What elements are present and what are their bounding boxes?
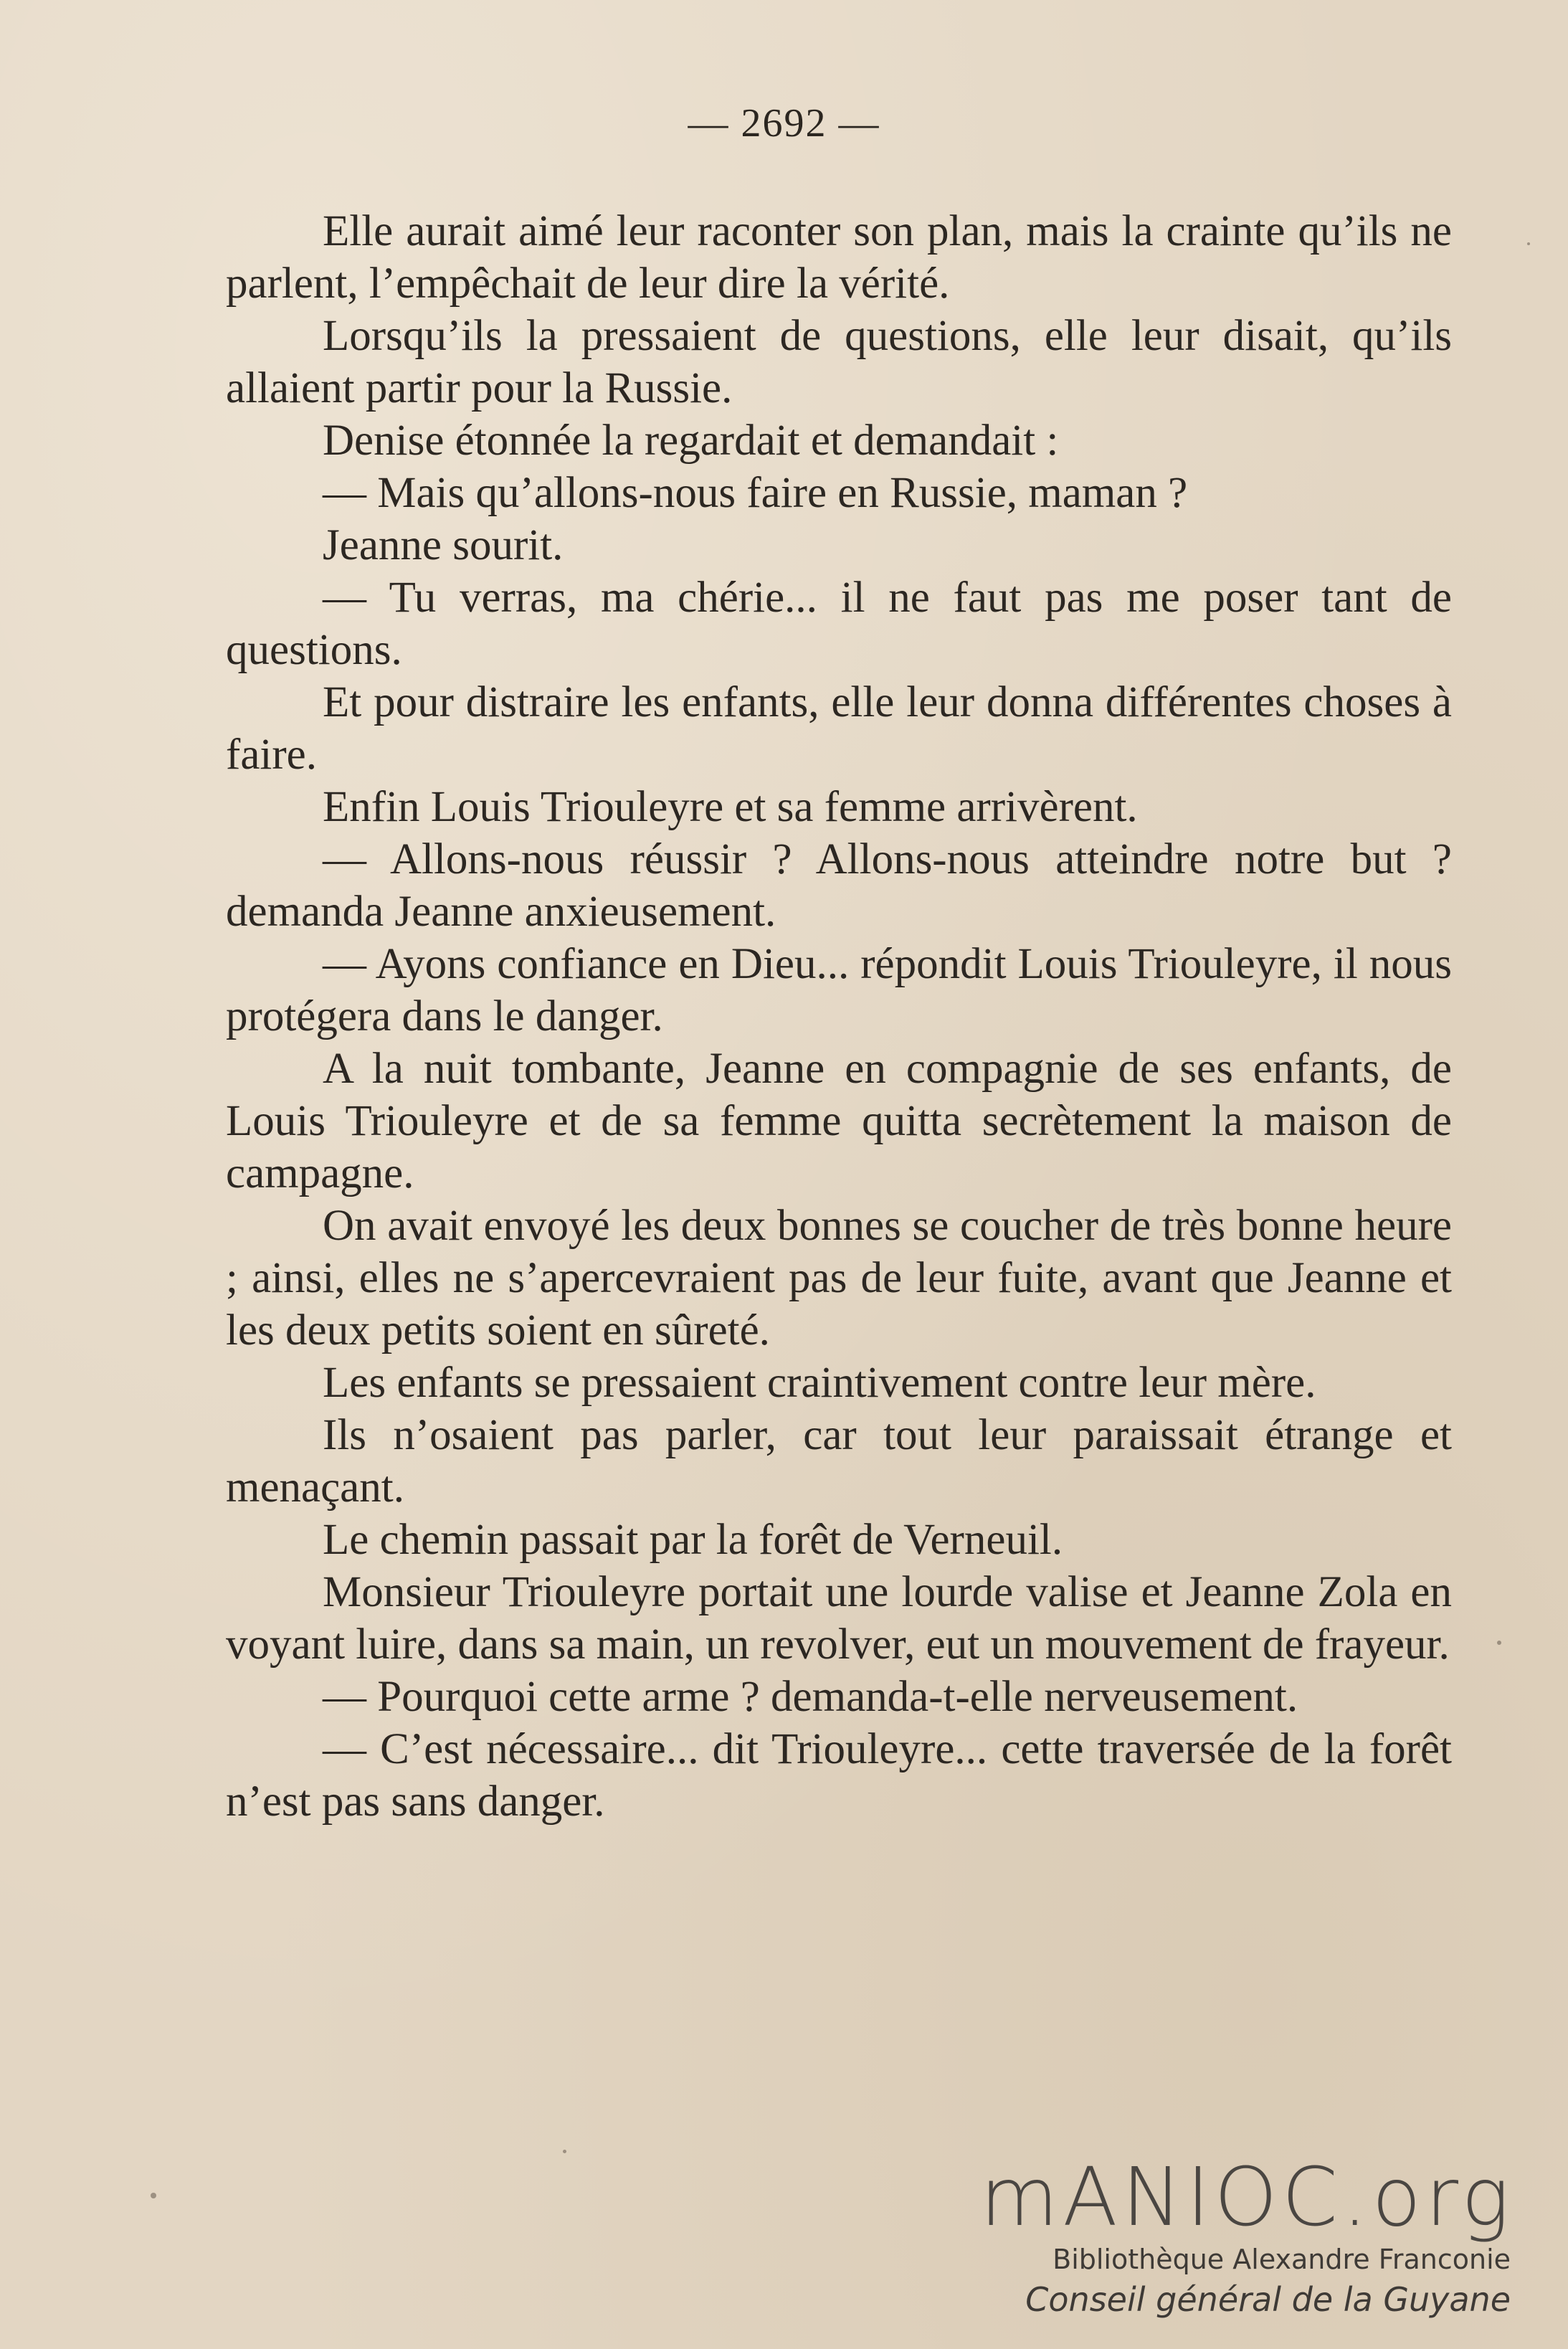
paragraph: Jeanne sourit. xyxy=(323,521,564,569)
paper-speck xyxy=(151,2193,156,2198)
paragraph: — Ayons confiance en Dieu... répondit Louis Triouleyre, il nous protégera dans le danger. xyxy=(226,940,1452,1040)
page-number: — 2692 — xyxy=(688,101,880,146)
manioc-logo: mANIOC.org xyxy=(980,2151,1514,2244)
paragraph: — Tu verras, ma chérie... il ne faut pas me poser tant de questions. xyxy=(226,574,1452,674)
paragraph: Et pour distraire les enfants, elle leur donna différentes choses à faire. xyxy=(226,678,1452,779)
paragraph: Monsieur Triouleyre portait une lourde valise et Jeanne Zola en voyant luire, dans sa main, un revolver, eut un mouvement de frayeur. xyxy=(226,1568,1452,1669)
paragraph: — Allons-nous réussir ? Allons-nous atteindre notre but ? demanda Jeanne anxieusement. xyxy=(226,835,1452,936)
paragraph: Le chemin passait par la forêt de Verneuil. xyxy=(323,1516,1063,1564)
paragraph: On avait envoyé les deux bonnes se coucher de très bonne heure ; ainsi, elles ne s’apercevraient pas de leur fuite, avant que Jeanne et les deux petits soient en sûreté. xyxy=(226,1202,1452,1354)
paragraph: Ils n’osaient pas parler, car tout leur paraissait étrange et menaçant. xyxy=(226,1411,1452,1512)
paragraph: Denise étonnée la regardait et demandait : xyxy=(323,417,1059,465)
manioc-watermark xyxy=(980,2151,1525,2321)
paragraph: — C’est nécessaire... dit Triouleyre... cette traversée de la forêt n’est pas sans danger. xyxy=(226,1725,1452,1826)
paragraph: Elle aurait aimé leur raconter son plan, mais la crainte qu’ils ne parlent, l’empêchait de leur dire la vérité. xyxy=(226,207,1452,308)
paper-speck xyxy=(563,2150,566,2153)
paper-speck xyxy=(1497,1641,1501,1645)
council-name: Conseil général de la Guyane xyxy=(1025,2280,1511,2319)
body-text xyxy=(226,205,1452,1828)
library-name: Bibliothèque Alexandre Franconie xyxy=(1053,2244,1511,2275)
paragraph: — Pourquoi cette arme ? demanda-t-elle nerveusement. xyxy=(323,1673,1298,1721)
paragraph: Les enfants se pressaient craintivement contre leur mère. xyxy=(323,1359,1316,1407)
paragraph: — Mais qu’allons-nous faire en Russie, maman ? xyxy=(323,469,1188,517)
paragraph: A la nuit tombante, Jeanne en compagnie de ses enfants, de Louis Triouleyre et de sa femme quitta secrètement la maison de campagne. xyxy=(226,1045,1452,1197)
paper-speck xyxy=(1527,242,1530,245)
paragraph: Lorsqu’ils la pressaient de questions, elle leur disait, qu’ils allaient partir pour la Russie. xyxy=(226,312,1452,412)
paragraph: Enfin Louis Triouleyre et sa femme arrivèrent. xyxy=(323,783,1138,831)
